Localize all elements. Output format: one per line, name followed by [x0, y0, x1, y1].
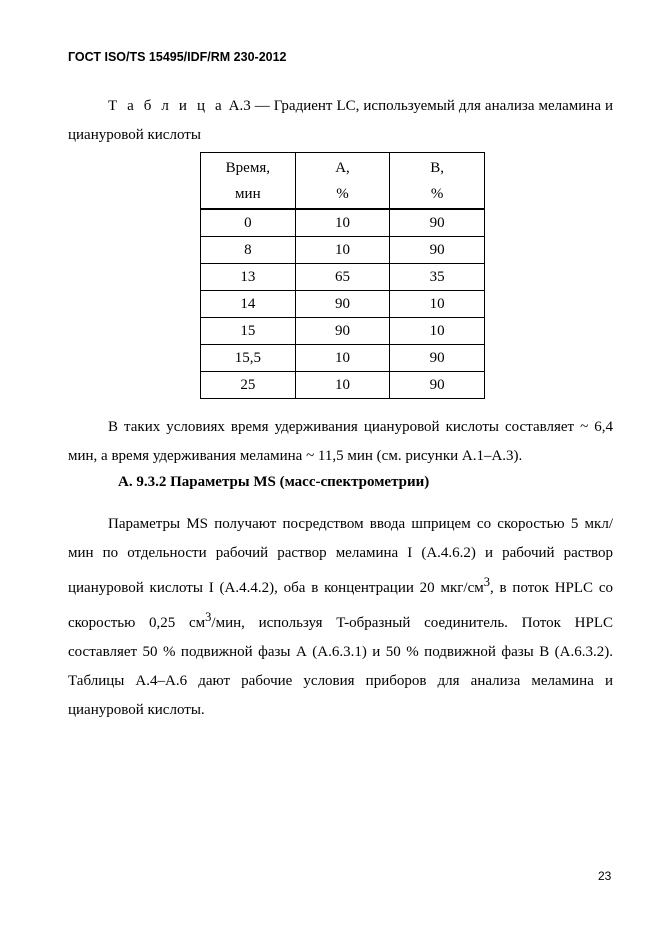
cell-time: 0 [201, 209, 296, 237]
cell-a: 10 [295, 372, 390, 399]
page-number: 23 [598, 869, 612, 883]
table-row [201, 318, 485, 345]
cell-b: 90 [390, 209, 485, 237]
header-b: B, % [390, 153, 485, 210]
table-caption-text: — Градиент LC, используемый для анализа меламина и циануровой кислоты [68, 98, 613, 143]
cell-b: 35 [390, 264, 485, 291]
table-caption-label: Т а б л и ц а [108, 98, 225, 114]
table-caption [68, 92, 613, 150]
cell-time: 14 [201, 291, 296, 318]
header-time: Время, мин [201, 153, 296, 210]
cell-time: 8 [201, 237, 296, 264]
cell-time: 25 [201, 372, 296, 399]
table-row [201, 345, 485, 372]
cell-time: 15 [201, 318, 296, 345]
cell-b: 90 [390, 372, 485, 399]
table-header-row [201, 153, 485, 210]
cell-b: 90 [390, 237, 485, 264]
retention-paragraph: В таких условиях время удерживания циануровой кислоты составляет ~ 6,4 мин, а время удерживания меламина ~ 11,5 мин (см. рисунки A.1–A.3). [68, 419, 613, 464]
cell-time: 15,5 [201, 345, 296, 372]
cell-a: 10 [295, 209, 390, 237]
table-caption-number: А.3 [228, 98, 251, 114]
table-row [201, 372, 485, 399]
gradient-table [200, 152, 485, 399]
table-row [201, 291, 485, 318]
cell-time: 13 [201, 264, 296, 291]
document-header: ГОСТ ISO/TS 15495/IDF/RM 230-2012 [68, 50, 287, 64]
cell-a: 10 [295, 345, 390, 372]
cell-a: 10 [295, 237, 390, 264]
cell-b: 10 [390, 291, 485, 318]
table-row [201, 237, 485, 264]
cell-a: 65 [295, 264, 390, 291]
header-a: A, % [295, 153, 390, 210]
section-heading: А. 9.3.2 Параметры MS (масс-спектрометрии) [118, 474, 430, 490]
cell-b: 10 [390, 318, 485, 345]
cell-a: 90 [295, 291, 390, 318]
cell-a: 90 [295, 318, 390, 345]
table-row [201, 209, 485, 237]
cell-b: 90 [390, 345, 485, 372]
ms-parameters-paragraph: Параметры MS получают посредством ввода шприцем со скоростью 5 мкл/мин по отдельности рабочий раствор меламина I (А.4.6.2) и рабочий раствор циануровой кислоты I (А.4.4.2), оба в концентрации 20 мкг/$см^3$, в поток HPLC со скоростью 0,25 $см^3$/мин, используя T-образный соединитель. Поток HPLC составляет 50 % подвижной фазы А (А.6.3.1) и 50 % подвижной фазы В (А.6.3.2). Таблицы А.4–А.6 дают рабочие условия приборов для анализа меламина и циануровой кислоты. [68, 516, 613, 718]
table-row [201, 264, 485, 291]
